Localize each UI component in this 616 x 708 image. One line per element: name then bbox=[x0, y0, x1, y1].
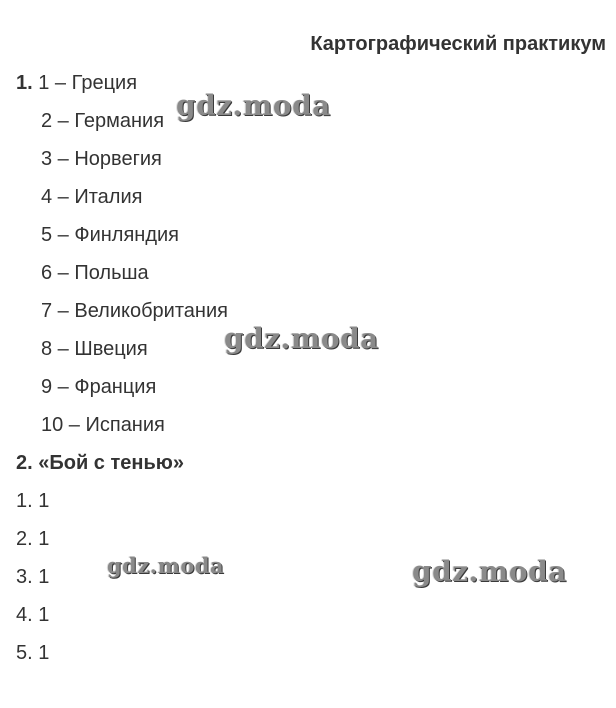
section1-item-8: 8 – Швеция bbox=[41, 338, 148, 360]
section1-item-5: 5 – Финляндия bbox=[41, 224, 179, 246]
watermark-2: gdz.moda bbox=[224, 322, 379, 355]
section1-number: 1. bbox=[16, 72, 33, 94]
section2-item-5: 5. 1 bbox=[16, 642, 50, 664]
section1-item-10: 10 – Испания bbox=[41, 414, 165, 436]
section1-item-6: 6 – Польша bbox=[41, 262, 149, 284]
watermark-1: gdz.moda bbox=[176, 89, 331, 122]
section1-item-9: 9 – Франция bbox=[41, 376, 157, 398]
page-title: Картографический практикум bbox=[310, 33, 606, 55]
section1-item-1-text: 1 – Греция bbox=[38, 72, 138, 94]
section2-item-4: 4. 1 bbox=[16, 604, 50, 626]
section1-item-1 bbox=[16, 71, 137, 95]
section2-item-3: 3. 1 bbox=[16, 566, 50, 588]
section2-item-1: 1. 1 bbox=[16, 490, 50, 512]
section2-heading: 2. «Бой с тенью» bbox=[16, 452, 184, 474]
section2-item-2: 2. 1 bbox=[16, 528, 50, 550]
section1-item-4: 4 – Италия bbox=[41, 186, 143, 208]
section1-item-2: 2 – Германия bbox=[41, 110, 165, 132]
section1-item-3: 3 – Норвегия bbox=[41, 148, 162, 170]
watermark-3: gdz.moda bbox=[107, 553, 225, 578]
section1-item-7: 7 – Великобритания bbox=[41, 300, 228, 322]
watermark-4: gdz.moda bbox=[412, 555, 567, 588]
